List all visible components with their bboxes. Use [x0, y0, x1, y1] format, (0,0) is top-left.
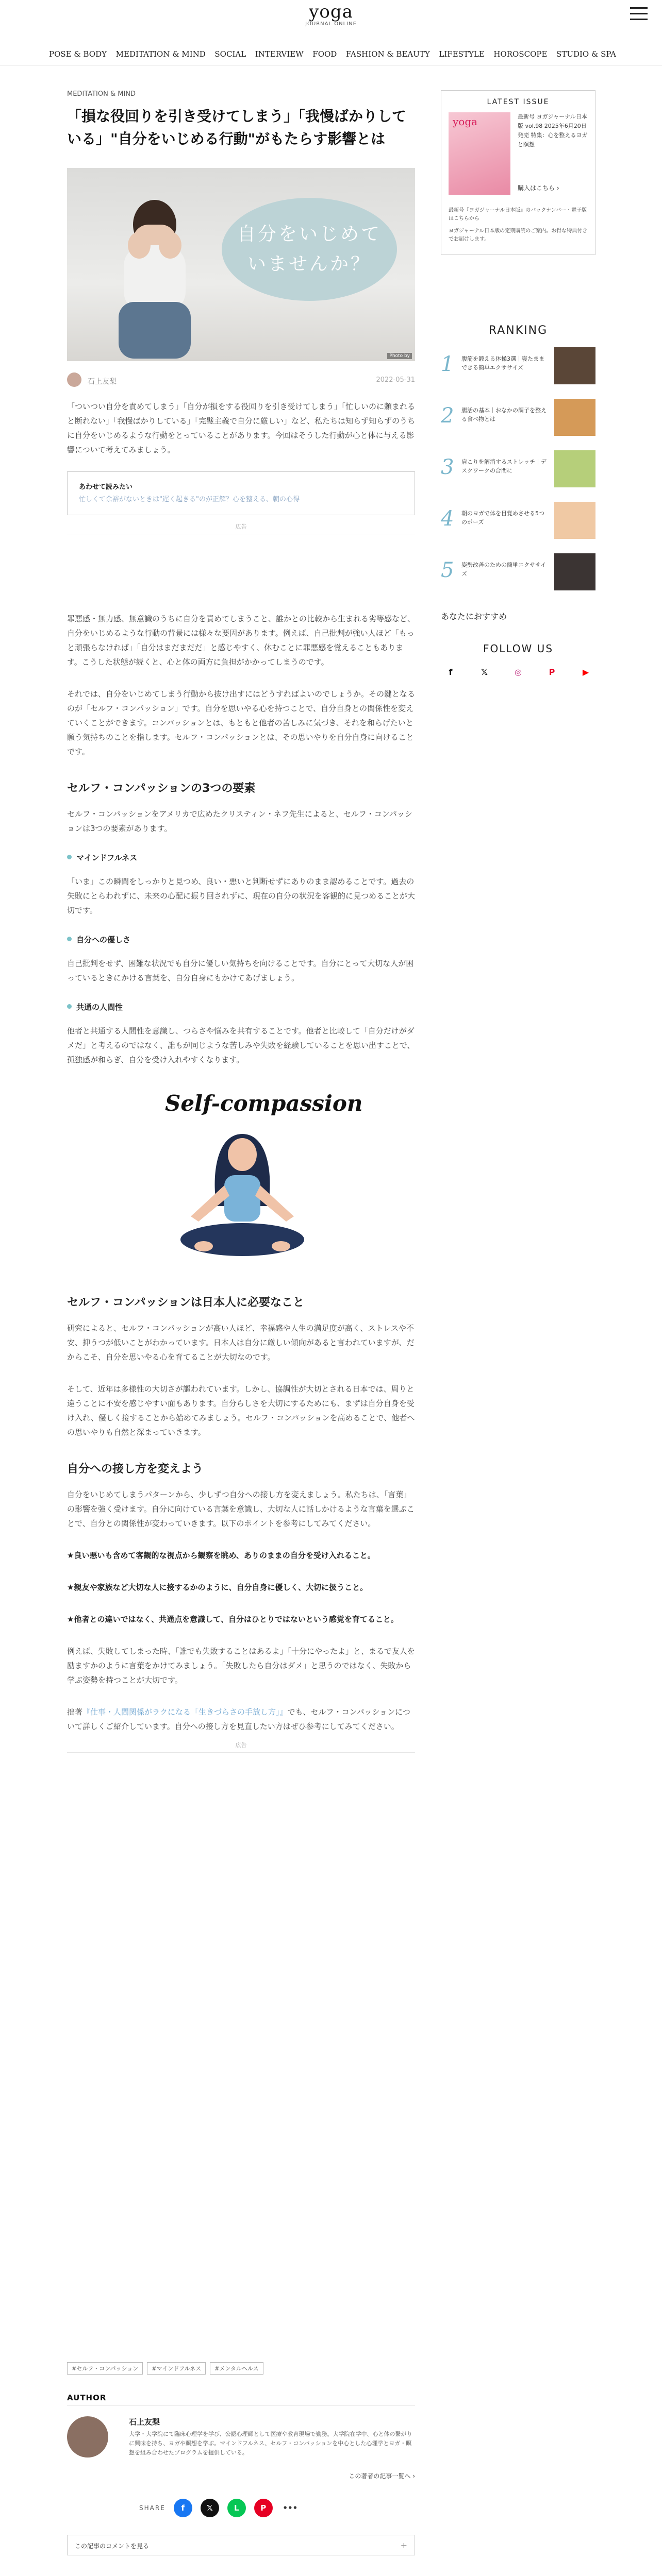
publish-date: 2022-05-31 — [376, 376, 415, 384]
ranking-number: 3 — [441, 455, 454, 479]
hero-text-line-1: 自分をいじめて — [237, 224, 382, 245]
recommend-heading[interactable]: あなたにおすすめ — [441, 612, 507, 621]
body-paragraph: セルフ・コンパッションをアメリカで広めたクリスティン・ネフ先生によると、セルフ・コンパッションは3つの要素があります。 — [67, 809, 412, 833]
author-heading: AUTHOR — [67, 2393, 107, 2402]
latest-issue-box — [441, 90, 595, 255]
body-paragraph: それでは、自分をいじめてしまう行動から抜け出すにはどうすればよいのでしょうか。その鍵となるのが「セルフ・コンパッション」です。自分を思いやる心を持つことで、自分自身との関係性を変えていくことができます。コンパッションとは、もともと他者の苦しみに気づき、それを和らげたいと願う気持ちのことを指します。セルフ・コンパッションとは、その思いやりを自分自身に向けることです。 — [67, 689, 416, 756]
facebook-share-icon[interactable]: f — [174, 2499, 192, 2517]
photo-credit: Photo by — [387, 353, 412, 359]
ranking-number: 4 — [441, 507, 454, 531]
also-read-box — [67, 471, 415, 515]
subsection-heading: 共通の人間性 — [67, 1002, 415, 1012]
follow-icons — [444, 665, 592, 679]
ranking-number: 1 — [441, 352, 454, 376]
book-link[interactable]: 『仕事・人間関係がラクになる「生きづらさの手放し方」』 — [82, 1707, 288, 1717]
section-heading: セルフ・コンパッションの3つの要素 — [67, 782, 256, 795]
nav-item-horoscope[interactable]: HOROSCOPE — [493, 49, 548, 59]
self-compassion-illustration — [67, 1088, 415, 1273]
ranking-item[interactable] — [441, 450, 595, 492]
author-name[interactable]: 石上友梨 — [88, 378, 117, 386]
youtube-icon[interactable]: ▶ — [582, 667, 589, 677]
ranking-item[interactable] — [441, 553, 595, 595]
woman-covering-face-illustration — [103, 189, 206, 359]
ranking-number: 2 — [441, 404, 454, 428]
article-title: 「損な役回りを引き受けてしまう」「我慢ばかりしている」"自分をいじめる行動"がもたらす影響とは — [67, 108, 407, 147]
lead-paragraph: 「ついつい自分を責めてしまう」「自分が損をする役回りを引き受けてしまう」「忙しいのに頼まれると断れない」「我慢ばかりしている」「完璧主義で自分に厳しい」など、私たちは知らず知らずのうちに自分をいじめるような行動をとっていることがあります。今回はそうした行動が心と体に与える影響について考えてみましょう。 — [67, 402, 416, 454]
body-paragraph: 他者と共通する人間性を意識し、つらさや悩みを共有することです。他者と比較して「自分だけがダメだ」と考えるのではなく、誰もが同じような苦しみや失敗を経験していることを思い出すことで、孤独感が和らぎ、自分を受け入れやすくなります。 — [67, 1026, 415, 1064]
author-bio: 大学・大学院にて臨床心理学を学び、公認心理師として医療や教育現場で勤務。大学院在学中、心と体の繋がりに興味を持ち、ヨガや瞑想を学ぶ。マインドフルネス、セルフ・コンパッションを中心とした心理学とヨガ・瞑想を組み合わせたプログラムを提供している。 — [129, 2431, 412, 2456]
x-icon[interactable]: 𝕏 — [481, 667, 488, 677]
instagram-icon[interactable]: ◎ — [515, 667, 522, 677]
body-paragraph — [67, 1705, 415, 1734]
share-bar — [139, 2499, 300, 2517]
section-heading: セルフ・コンパッションは日本人に必要なこと — [67, 1296, 305, 1309]
more-share-icon[interactable]: ••• — [281, 2499, 300, 2517]
ranking-title: 腹筋を鍛える体操3選｜寝たままできる簡単エクササイズ — [461, 355, 544, 371]
line-share-icon[interactable]: L — [227, 2499, 246, 2517]
buy-magazine-link[interactable]: 購入はこちら › — [518, 184, 559, 192]
section-heading: 自分への接し方を変えよう — [67, 1463, 204, 1476]
byline — [67, 372, 415, 388]
subsection-heading: 自分への優しさ — [67, 934, 415, 945]
ranking-title: 朝のヨガで体を目覚めさせる5つのポーズ — [461, 510, 544, 526]
illustration-title: Self-compassion — [165, 1091, 363, 1116]
tag-list — [67, 2362, 263, 2375]
body-paragraph: 研究によると、セルフ・コンパッションが高い人ほど、幸福感や人生の満足度が高く、ストレスや不安、抑うつが低いことがわかっています。日本人は自分に厳しい傾向があると言われていますが、だからこそ、自分を思いやる心を育てることが大切なのです。 — [67, 1324, 415, 1362]
subscription-link[interactable]: ヨガジャーナル日本版の定期購読のご案内。お得な特典付きでお届けします。 — [449, 228, 588, 242]
ad-label: 広告 — [235, 1742, 247, 1749]
hero-image — [67, 168, 415, 361]
body-paragraph: 「いま」この瞬間をしっかりと見つめ、良い・悪いと判断せずにありのまま認めることです。過去の失敗にとらわれずに、未来の心配に振り回されずに、現在の自分の状況を客観的に見つめることが大切です。 — [67, 877, 416, 915]
key-point: ★他者との違いではなく、共通点を意識して、自分はひとりではないという感覚を育てること。 — [67, 1615, 399, 1624]
body-paragraph: 自分をいじめてしまうパターンから、少しずつ自分への接し方を変えましょう。私たちは、「言葉」の影響を強く受けます。自分に向けている言葉を意識し、大切な人に話しかけるような言葉を選ぶことで、自分との関係性が変わっていきます。以下のポイントを参考にしてみてください。 — [67, 1490, 415, 1528]
nav-item-studio-spa[interactable]: STUDIO & SPA — [556, 49, 616, 59]
book-suffix: でも、セルフ・コンパッションについて詳しくご紹介しています。自分への接し方を見直したい方はぜひ参考にしてみてください。 — [67, 1707, 410, 1731]
ranking-thumbnail — [554, 450, 595, 487]
share-label: SHARE — [139, 2504, 166, 2512]
comment-label: この記事のコメントを見る — [75, 2543, 150, 2550]
logo-text: yoga — [309, 2, 353, 22]
tag-chip[interactable]: #メンタルヘルス — [210, 2362, 263, 2375]
nav-item-interview[interactable]: INTERVIEW — [255, 49, 304, 59]
pinterest-share-icon[interactable]: P — [254, 2499, 273, 2517]
ranking-title: 肩こりを解消するストレッチ｜デスクワークの合間に — [461, 459, 547, 474]
follow-heading: FOLLOW US — [483, 642, 554, 655]
pinterest-icon[interactable]: P — [549, 667, 555, 677]
nav-item-food[interactable]: FOOD — [312, 49, 337, 59]
ranking-thumbnail — [554, 553, 595, 590]
ad-divider — [67, 1752, 415, 1753]
site-logo[interactable] — [289, 3, 373, 27]
magazine-description: 最新号 ヨガジャーナル日本版 vol.98 2025年6月20日発売 特集：心を整えるヨガと瞑想 — [518, 113, 588, 148]
author-photo[interactable] — [67, 2416, 108, 2458]
latest-issue-heading: LATEST ISSUE — [487, 98, 550, 106]
comment-toggle[interactable] — [67, 2535, 415, 2555]
tag-chip[interactable]: #マインドフルネス — [147, 2362, 206, 2375]
ranking-item[interactable] — [441, 502, 595, 543]
ranking-title: 腸活の基本｜おなかの調子を整える食べ物とは — [461, 407, 547, 422]
ranking-item[interactable] — [441, 347, 595, 388]
article-category[interactable]: MEDITATION & MIND — [67, 90, 136, 98]
ranking-thumbnail — [554, 347, 595, 384]
tag-chip[interactable]: #セルフ・コンパッション — [67, 2362, 143, 2375]
backnumber-link[interactable]: 最新号『ヨガジャーナル日本版』のバックナンバー・電子版はこちらから — [449, 208, 587, 222]
nav-item-fashion-beauty[interactable]: FASHION & BEAUTY — [345, 49, 430, 59]
speech-bubble — [222, 198, 397, 301]
global-nav — [49, 49, 616, 59]
article — [67, 90, 415, 1753]
body-paragraph: 自己批判をせず、困難な状況でも自分に優しい気持ちを向けることです。自分にとって大切な人が困っているときにかける言葉を、自分自身にもかけてあげましょう。 — [67, 959, 414, 982]
ranking-heading: RANKING — [488, 324, 548, 337]
hero-text-line-2: いませんか？ — [247, 253, 371, 275]
also-read-link[interactable]: 忙しくて余裕がないときは"遅く起きる"のが正解？心を整える、朝の心得 — [79, 496, 300, 503]
also-read-heading: あわせて読みたい — [79, 483, 133, 491]
hamburger-menu-icon[interactable] — [630, 7, 648, 21]
nav-item-social[interactable]: SOCIAL — [214, 49, 246, 59]
site-header — [0, 0, 662, 67]
facebook-icon[interactable]: f — [449, 667, 453, 677]
ranking-number: 5 — [441, 558, 454, 582]
ad-label: 広告 — [235, 523, 247, 530]
ranking-thumbnail — [554, 502, 595, 539]
x-share-icon[interactable]: 𝕏 — [201, 2499, 219, 2517]
magazine-logo: yoga — [453, 115, 478, 128]
body-paragraph: そして、近年は多様性の大切さが謳われています。しかし、協調性が大切とされる日本では、周りと違うことに不安を感じやすい面もあります。自分らしさを大切にするためにも、まずは自分自身を受け入れ、優しく接することから始めてみましょう。セルフ・コンパッションを高めることで、他者への思いやりも自然と深まっていきます。 — [67, 1384, 415, 1437]
ranking-item[interactable] — [441, 399, 595, 440]
plus-icon: + — [400, 2540, 407, 2550]
subsection-heading: マインドフルネス — [67, 852, 415, 863]
author-box-name[interactable]: 石上友梨 — [129, 2417, 160, 2427]
nav-item-lifestyle[interactable]: LIFESTYLE — [439, 49, 485, 59]
author-avatar[interactable] — [67, 372, 81, 387]
ranking-thumbnail — [554, 399, 595, 436]
key-point: ★良い悪いも含めて客観的な視点から観察を眺め、ありのままの自分を受け入れること。 — [67, 1551, 375, 1560]
meditating-woman-illustration — [160, 1118, 325, 1268]
body-paragraph: 罪悪感・無力感、無意識のうちに自分を責めてしまうこと、誰かとの比較から生まれる劣等感など、自分をいじめるような行動の背景には様々な要因があります。例えば、自己批判が強い人ほど「もっと頑張らなければ」「自分はまだまだだ」と感じやすく、休むことに罪悪感を覚えることもあります。こうした状態が続くと、心と体の両方に負担がかかってしまうのです。 — [67, 614, 416, 667]
nav-item-meditation-mind[interactable]: MEDITATION & MIND — [115, 49, 206, 59]
sidebar — [441, 90, 595, 679]
magazine-cover[interactable] — [449, 112, 510, 195]
body-paragraph: 例えば、失敗してしまった時、「誰でも失敗することはあるよ」「十分にやったよ」と、まるで友人を励ますかのように言葉をかけてみましょう。「失敗したら自分はダメ」と思うのではなく、失敗から学ぶ姿勢を持つことが大切です。 — [67, 1647, 415, 1685]
logo-subtext: JOURNAL ONLINE — [305, 21, 357, 27]
nav-item-pose-body[interactable]: POSE & BODY — [49, 49, 107, 59]
key-point: ★親友や家族など大切な人に接するかのように、自分自身に優しく、大切に扱うこと。 — [67, 1583, 368, 1592]
author-articles-link[interactable]: この著者の記事一覧へ › — [349, 2472, 415, 2480]
ranking-title: 姿勢改善のための簡単エクササイズ — [461, 562, 547, 577]
book-prefix: 拙著 — [67, 1707, 83, 1717]
